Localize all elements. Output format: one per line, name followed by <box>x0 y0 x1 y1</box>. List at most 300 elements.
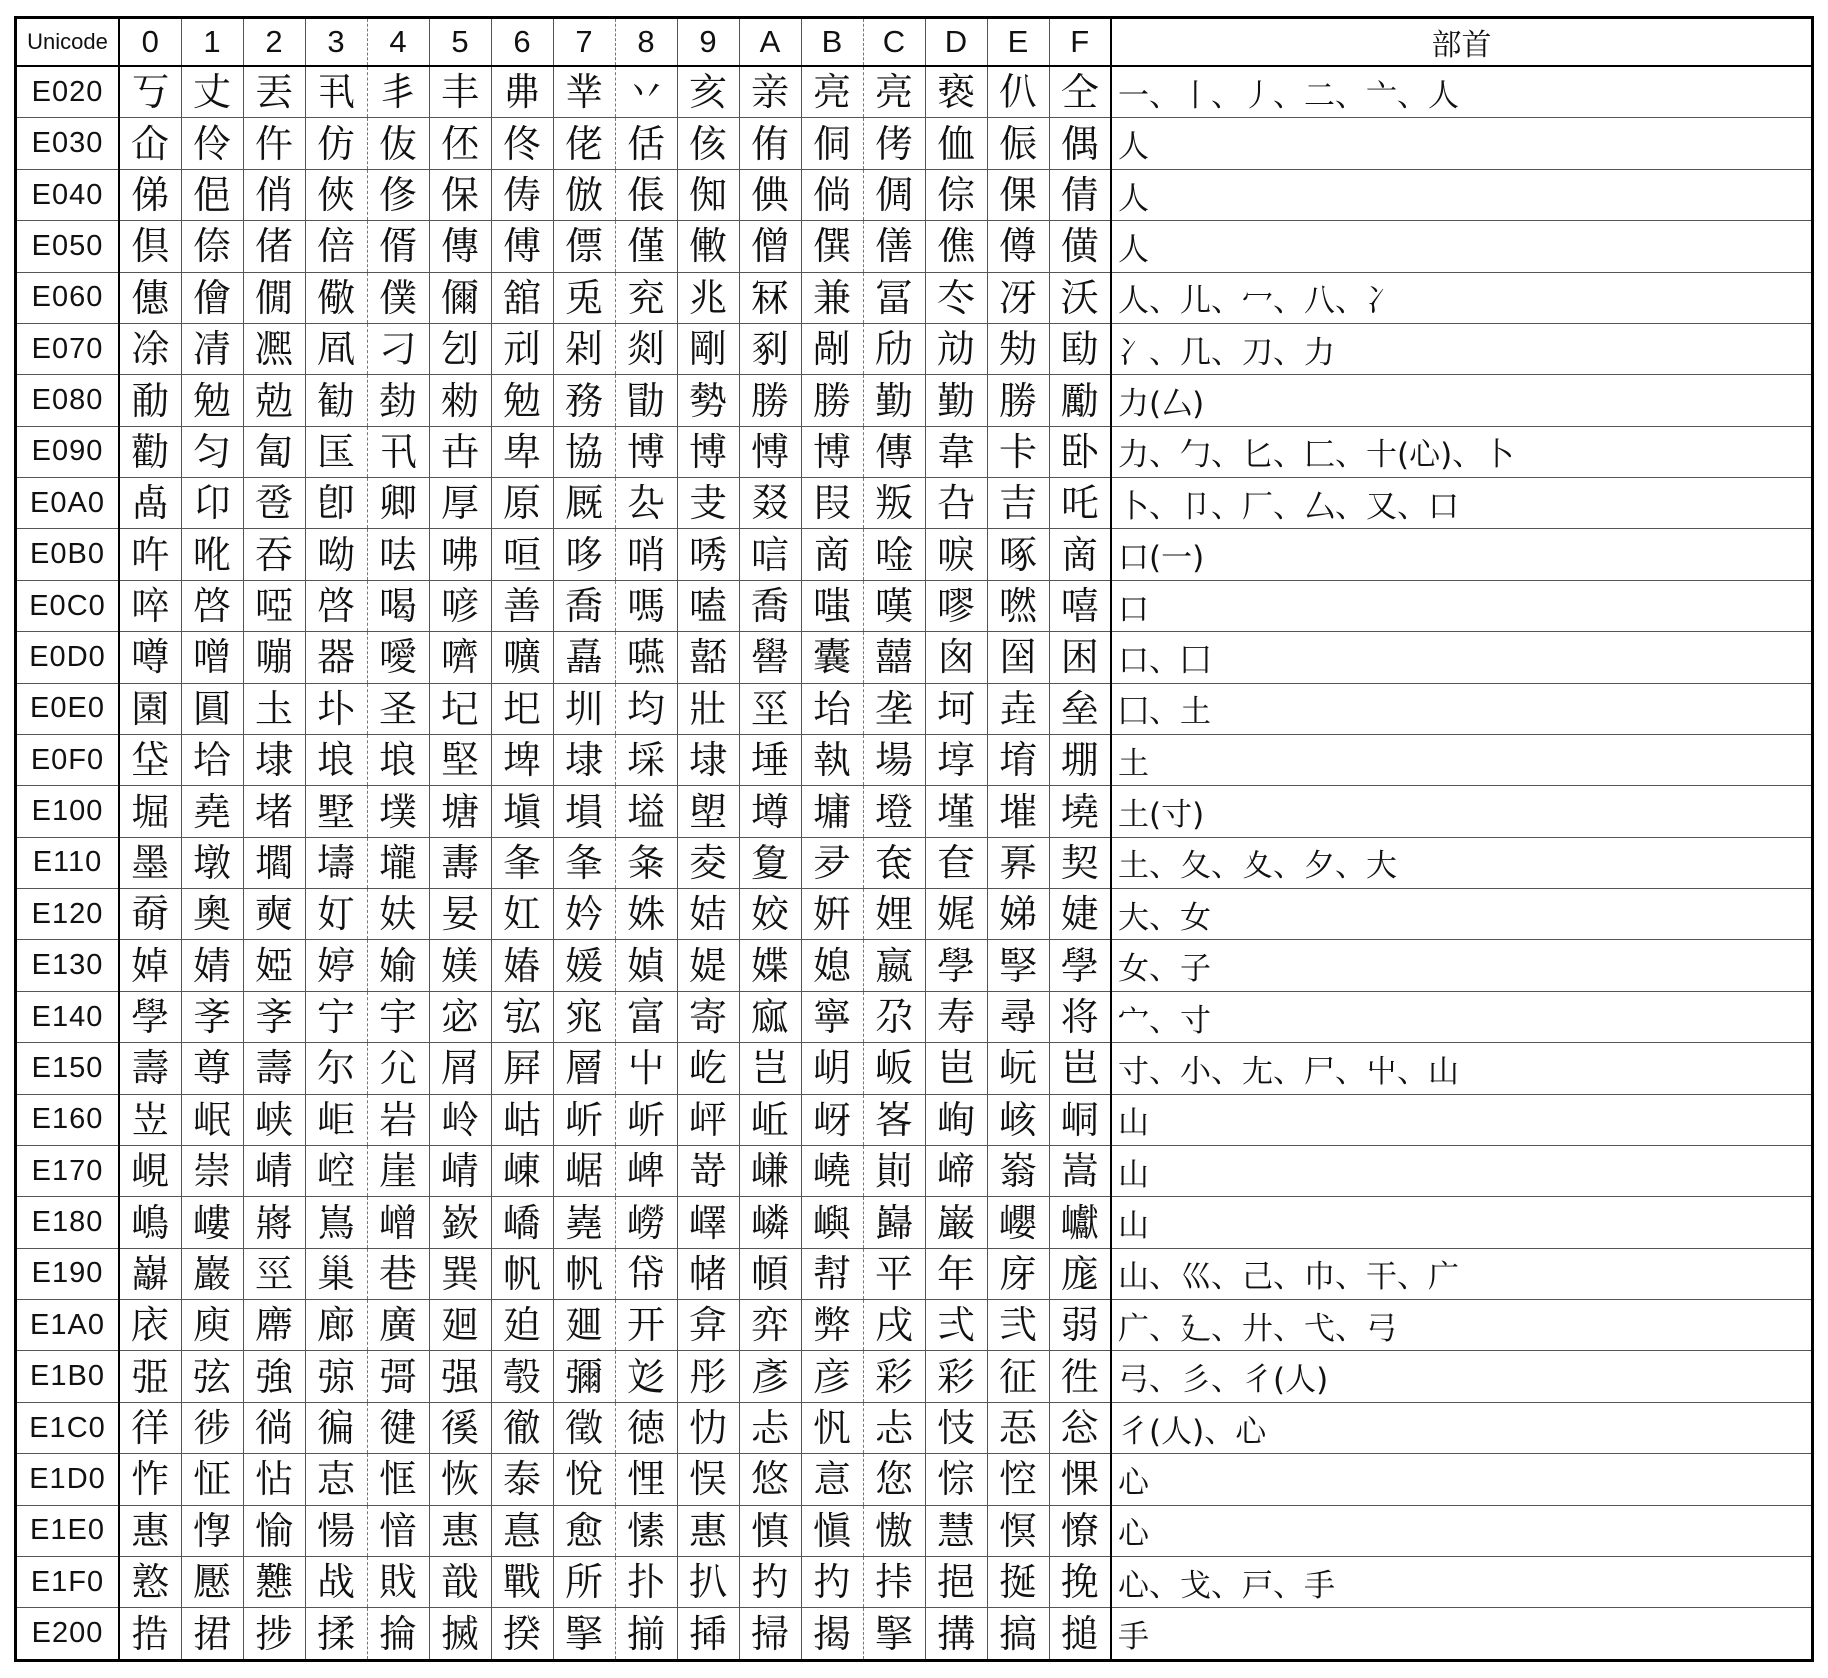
glyph-cell: 崥 <box>615 1145 677 1196</box>
glyph-cell: 亵 <box>925 66 987 118</box>
glyph-cell: 勧 <box>305 375 367 426</box>
glyph-cell: 嶼 <box>801 1197 863 1248</box>
glyph-cell: 扑 <box>615 1556 677 1607</box>
glyph-cell: 巘 <box>1049 1197 1111 1248</box>
glyph-cell: 嘐 <box>925 580 987 631</box>
column-header-c: C <box>863 19 925 66</box>
radical-cell: 手 <box>1118 1619 1149 1656</box>
glyph-cell: 娓 <box>925 889 987 940</box>
glyph-cell: 忢 <box>987 1402 1049 1453</box>
glyph-cell: 勝 <box>801 375 863 426</box>
glyph-cell: 媮 <box>367 940 429 991</box>
glyph-cell: 卡 <box>987 426 1049 477</box>
glyph-cell: 尔 <box>305 1043 367 1094</box>
glyph-cell: 侲 <box>987 118 1049 169</box>
glyph-cell: 慠 <box>863 1505 925 1556</box>
glyph-cell: 契 <box>1049 837 1111 888</box>
glyph-cell: 仚 <box>119 118 181 169</box>
glyph-cell: 均 <box>615 683 677 734</box>
glyph-cell: 揉 <box>305 1608 367 1659</box>
glyph-cell: 惠 <box>429 1505 491 1556</box>
glyph-cell: 圯 <box>491 683 553 734</box>
glyph-cell: 囍 <box>863 632 925 683</box>
glyph-cell: 弇 <box>677 1300 739 1351</box>
glyph-cell: 斈 <box>243 991 305 1042</box>
glyph-cell: 嵜 <box>677 1145 739 1196</box>
radical-cell: 人 <box>1111 118 1811 169</box>
glyph-cell: 嶗 <box>615 1197 677 1248</box>
glyph-cell: 戁 <box>243 1556 305 1607</box>
glyph-cell: 懕 <box>181 1556 243 1607</box>
glyph-cell: 勵 <box>1049 375 1111 426</box>
glyph-cell: 揃 <box>615 1608 677 1659</box>
glyph-cell: 幁 <box>739 1248 801 1299</box>
table-row <box>17 1248 1811 1299</box>
glyph-cell: 墅 <box>305 786 367 837</box>
glyph-cell: 愽 <box>739 426 801 477</box>
glyph-cell: 彣 <box>615 1351 677 1402</box>
glyph-cell: 峐 <box>987 1094 1049 1145</box>
glyph-cell: 年 <box>925 1248 987 1299</box>
glyph-cell: 妗 <box>553 889 615 940</box>
glyph-cell: 弈 <box>739 1300 801 1351</box>
glyph-cell: 搣 <box>429 1608 491 1659</box>
glyph-cell: 奃 <box>863 837 925 888</box>
radical-cell: 口、囗 <box>1111 632 1811 683</box>
glyph-cell: 婭 <box>243 940 305 991</box>
glyph-cell: 斈 <box>181 991 243 1042</box>
glyph-cell: 巠 <box>243 1248 305 1299</box>
glyph-cell: 勝 <box>987 375 1049 426</box>
glyph-cell: 孯 <box>987 940 1049 991</box>
row-code: E1A0 <box>17 1300 119 1351</box>
glyph-cell: 悅 <box>553 1454 615 1505</box>
glyph-cell: 儆 <box>305 272 367 323</box>
glyph-cell: 宇 <box>367 991 429 1042</box>
glyph-cell: 咈 <box>429 529 491 580</box>
glyph-cell: 噂 <box>119 632 181 683</box>
radical-cell: 弓、彡、彳(人) <box>1111 1351 1811 1402</box>
glyph-cell: 侗 <box>801 118 863 169</box>
glyph-cell: 凮 <box>305 323 367 374</box>
glyph-cell: 愫 <box>615 1505 677 1556</box>
row-code: E080 <box>17 375 119 426</box>
glyph-cell: 吒 <box>1049 478 1111 529</box>
glyph-cell: 嶌 <box>305 1197 367 1248</box>
glyph-cell: 呦 <box>305 529 367 580</box>
glyph-cell: 揭 <box>801 1608 863 1659</box>
glyph-cell: 垚 <box>987 683 1049 734</box>
radical-cell: 口 <box>1111 580 1811 631</box>
column-header-b: B <box>801 19 863 66</box>
glyph-cell: 徏 <box>181 1402 243 1453</box>
glyph-cell: 嶠 <box>491 1197 553 1248</box>
char-table <box>17 19 1811 1659</box>
glyph-cell: 俦 <box>491 169 553 220</box>
glyph-cell: 嘣 <box>243 632 305 683</box>
glyph-cell: 喝 <box>367 580 429 631</box>
glyph-cell: 俠 <box>305 169 367 220</box>
radical-cell: 土、夂、夊、夕、大 <box>1111 837 1811 888</box>
glyph-cell: 帾 <box>677 1248 739 1299</box>
glyph-cell: 憝 <box>119 1556 181 1607</box>
glyph-cell: 嶁 <box>181 1197 243 1248</box>
radical-cell: 土 <box>1111 734 1811 785</box>
row-code: E140 <box>17 991 119 1042</box>
glyph-cell: 墐 <box>925 786 987 837</box>
radical-cell: 广、廴、廾、弋、弓 <box>1111 1300 1811 1351</box>
glyph-cell: 伶 <box>181 118 243 169</box>
glyph-cell: 嘻 <box>1049 580 1111 631</box>
glyph-cell: 帒 <box>615 1248 677 1299</box>
glyph-cell: 战 <box>305 1556 367 1607</box>
glyph-cell: 忛 <box>801 1402 863 1453</box>
radical-cell: 山 <box>1111 1145 1811 1196</box>
column-header-e: E <box>987 19 1049 66</box>
glyph-cell: 戝 <box>367 1556 429 1607</box>
table-row <box>17 991 1811 1042</box>
glyph-cell: 彁 <box>367 1351 429 1402</box>
glyph-cell: 岓 <box>615 1094 677 1145</box>
glyph-cell: 倁 <box>677 169 739 220</box>
glyph-cell: 僕 <box>367 272 429 323</box>
glyph-cell: 仵 <box>243 118 305 169</box>
glyph-cell: 徵 <box>553 1402 615 1453</box>
glyph-cell: 兎 <box>553 272 615 323</box>
glyph-cell: 埰 <box>615 734 677 785</box>
glyph-cell: 兼 <box>801 272 863 323</box>
glyph-cell: 愉 <box>243 1505 305 1556</box>
glyph-cell: 剁 <box>553 323 615 374</box>
glyph-cell: 徜 <box>243 1402 305 1453</box>
glyph-cell: 傳 <box>863 426 925 477</box>
glyph-cell: 卬 <box>181 478 243 529</box>
glyph-cell: 戰 <box>491 1556 553 1607</box>
radical-cell: 心 <box>1111 1505 1811 1556</box>
unicode-char-chart <box>14 16 1814 1662</box>
glyph-cell: 捁 <box>119 1608 181 1659</box>
radical-cell: 囗、土 <box>1111 683 1811 734</box>
glyph-cell: 喭 <box>429 580 491 631</box>
glyph-cell: 堋 <box>1049 734 1111 785</box>
glyph-cell: 亥 <box>677 66 739 118</box>
glyph-cell: 僅 <box>615 221 677 272</box>
glyph-cell: 坮 <box>801 683 863 734</box>
glyph-cell: 仈 <box>987 66 1049 118</box>
glyph-cell: 埌 <box>305 734 367 785</box>
row-code: E160 <box>17 1094 119 1145</box>
glyph-cell: 圳 <box>553 683 615 734</box>
glyph-cell: 卽 <box>305 478 367 529</box>
row-code: E0C0 <box>17 580 119 631</box>
glyph-cell: 儈 <box>181 272 243 323</box>
glyph-cell: 岦 <box>119 1094 181 1145</box>
glyph-cell: 堀 <box>119 786 181 837</box>
glyph-cell: 宨 <box>553 991 615 1042</box>
glyph-cell: 僐 <box>863 221 925 272</box>
row-code: E200 <box>17 1608 119 1659</box>
row-code: E040 <box>17 169 119 220</box>
radical-cell: 人 <box>1111 221 1811 272</box>
glyph-cell: 嬴 <box>863 940 925 991</box>
column-header-7: 7 <box>553 19 615 66</box>
glyph-cell: 刁 <box>367 323 429 374</box>
glyph-cell: 寿 <box>925 991 987 1042</box>
glyph-cell: 冨 <box>863 272 925 323</box>
glyph-cell: 巖 <box>181 1248 243 1299</box>
glyph-cell: 徯 <box>429 1402 491 1453</box>
table-row <box>17 837 1811 888</box>
glyph-cell: 岷 <box>181 1094 243 1145</box>
glyph-cell: 坷 <box>925 683 987 734</box>
glyph-cell: 厚 <box>429 478 491 529</box>
glyph-cell: 嚝 <box>491 632 553 683</box>
radical-cell: 力、勹、匕、匚、十(心)、卜 <box>1111 426 1811 477</box>
glyph-cell: 卺 <box>243 478 305 529</box>
glyph-cell: 岭 <box>429 1094 491 1145</box>
glyph-cell: 墉 <box>801 786 863 837</box>
row-code: E1D0 <box>17 1454 119 1505</box>
table-row <box>17 66 1811 118</box>
glyph-cell: 丳 <box>491 66 553 118</box>
glyph-cell: 怗 <box>243 1454 305 1505</box>
glyph-cell: 厩 <box>553 478 615 529</box>
glyph-cell: 倧 <box>925 169 987 220</box>
glyph-cell: 嗎 <box>615 580 677 631</box>
table-row <box>17 272 1811 323</box>
glyph-cell: 夆 <box>491 837 553 888</box>
glyph-cell: 屛 <box>491 1043 553 1094</box>
glyph-cell: 匐 <box>243 426 305 477</box>
table-row <box>17 375 1811 426</box>
glyph-cell: 嶈 <box>243 1197 305 1248</box>
glyph-cell: 壔 <box>305 837 367 888</box>
glyph-cell: 彩 <box>863 1351 925 1402</box>
glyph-cell: 叛 <box>863 478 925 529</box>
glyph-cell: 媳 <box>801 940 863 991</box>
glyph-cell: 彥 <box>739 1351 801 1402</box>
glyph-cell: 巌 <box>925 1197 987 1248</box>
glyph-cell: 侅 <box>677 118 739 169</box>
table-row <box>17 478 1811 529</box>
glyph-cell: 嘫 <box>987 580 1049 631</box>
table-row <box>17 632 1811 683</box>
glyph-cell: 丯 <box>367 66 429 118</box>
glyph-cell: 巐 <box>119 1248 181 1299</box>
glyph-cell: 勝 <box>739 375 801 426</box>
glyph-cell: 垄 <box>863 683 925 734</box>
glyph-cell: 執 <box>801 734 863 785</box>
glyph-cell: 忮 <box>925 1402 987 1453</box>
glyph-cell: 埤 <box>491 734 553 785</box>
glyph-cell: 僡 <box>119 272 181 323</box>
glyph-cell: 崝 <box>243 1145 305 1196</box>
glyph-cell: 悠 <box>739 1454 801 1505</box>
glyph-cell: 慎 <box>739 1505 801 1556</box>
glyph-cell: 啇 <box>1049 529 1111 580</box>
glyph-cell: 侑 <box>739 118 801 169</box>
glyph-cell: 亮 <box>863 66 925 118</box>
glyph-cell: 叚 <box>801 478 863 529</box>
glyph-cell: 悥 <box>801 1454 863 1505</box>
glyph-cell: 博 <box>677 426 739 477</box>
table-row <box>17 683 1811 734</box>
glyph-cell: 舘 <box>491 272 553 323</box>
glyph-cell: 喬 <box>553 580 615 631</box>
table-row <box>17 1351 1811 1402</box>
table-row <box>17 580 1811 631</box>
glyph-cell: 搆 <box>925 1608 987 1659</box>
radical-cell: 寸、小、尢、尸、屮、山 <box>1111 1043 1811 1094</box>
glyph-cell: 庾 <box>181 1300 243 1351</box>
glyph-cell: 卑 <box>491 426 553 477</box>
glyph-cell: 沃 <box>1049 272 1111 323</box>
glyph-cell: 忐 <box>863 1402 925 1453</box>
glyph-cell: 丂 <box>119 66 181 118</box>
glyph-cell: 垒 <box>1049 683 1111 734</box>
glyph-cell: 徳 <box>615 1402 677 1453</box>
glyph-cell: 恇 <box>367 1454 429 1505</box>
glyph-cell: 戠 <box>429 1556 491 1607</box>
glyph-cell: 學 <box>925 940 987 991</box>
glyph-cell: 凞 <box>243 323 305 374</box>
glyph-cell: 掔 <box>863 1608 925 1659</box>
glyph-cell: 夈 <box>615 837 677 888</box>
glyph-cell: 巷 <box>367 1248 429 1299</box>
glyph-cell: 开 <box>615 1300 677 1351</box>
glyph-cell: 忇 <box>677 1402 739 1453</box>
glyph-cell: 惈 <box>1049 1454 1111 1505</box>
glyph-cell: 强 <box>429 1351 491 1402</box>
glyph-cell: 伖 <box>367 118 429 169</box>
glyph-cell: 揷 <box>677 1608 739 1659</box>
glyph-cell: 倘 <box>801 169 863 220</box>
column-header-5: 5 <box>429 19 491 66</box>
table-row <box>17 118 1811 169</box>
table-row <box>17 1402 1811 1453</box>
glyph-cell: 岂 <box>739 1043 801 1094</box>
glyph-cell: 墱 <box>863 786 925 837</box>
glyph-cell: 崌 <box>553 1145 615 1196</box>
glyph-cell: 唁 <box>739 529 801 580</box>
glyph-cell: 夐 <box>739 837 801 888</box>
row-code: E0F0 <box>17 734 119 785</box>
glyph-cell: 囪 <box>925 632 987 683</box>
glyph-cell: 器 <box>305 632 367 683</box>
glyph-cell: 岏 <box>987 1043 1049 1094</box>
radical-cell: 口(一) <box>1111 529 1811 580</box>
glyph-cell: 囊 <box>801 632 863 683</box>
glyph-cell: 亲 <box>739 66 801 118</box>
glyph-cell: 弊 <box>801 1300 863 1351</box>
radical-cell: 心、戈、戸、手 <box>1111 1556 1811 1607</box>
glyph-cell: 剛 <box>677 323 739 374</box>
glyph-cell: 悝 <box>615 1454 677 1505</box>
column-header-9: 9 <box>677 19 739 66</box>
column-header-a: A <box>739 19 801 66</box>
row-code: E190 <box>17 1248 119 1299</box>
glyph-cell: 堯 <box>181 786 243 837</box>
glyph-cell: 媛 <box>553 940 615 991</box>
radical-cell: 大、女 <box>1111 889 1811 940</box>
row-code: E030 <box>17 118 119 169</box>
glyph-cell: 勈 <box>119 375 181 426</box>
glyph-cell: 啄 <box>987 529 1049 580</box>
glyph-cell: 帆 <box>553 1248 615 1299</box>
glyph-cell: 富 <box>615 991 677 1042</box>
radical-column-header: 部首 <box>1111 19 1811 66</box>
glyph-cell: 您 <box>863 1454 925 1505</box>
glyph-cell: 伾 <box>429 118 491 169</box>
glyph-cell: 廽 <box>553 1300 615 1351</box>
glyph-cell: 刉 <box>429 323 491 374</box>
glyph-cell: 啓 <box>305 580 367 631</box>
glyph-cell: 嶔 <box>429 1197 491 1248</box>
glyph-cell: 峋 <box>925 1094 987 1145</box>
glyph-cell: 僔 <box>987 221 1049 272</box>
glyph-cell: 捗 <box>243 1608 305 1659</box>
column-header-8: 8 <box>615 19 677 66</box>
glyph-cell: 掄 <box>367 1608 429 1659</box>
table-row <box>17 1145 1811 1196</box>
glyph-cell: 嗑 <box>677 580 739 631</box>
glyph-cell: 勤 <box>863 375 925 426</box>
glyph-cell: 學 <box>1049 940 1111 991</box>
glyph-cell: 唀 <box>677 529 739 580</box>
glyph-cell: 倷 <box>181 221 243 272</box>
glyph-cell: 倣 <box>553 169 615 220</box>
glyph-cell: 勉 <box>491 375 553 426</box>
column-header-3: 3 <box>305 19 367 66</box>
glyph-cell: 哆 <box>553 529 615 580</box>
glyph-cell: 侤 <box>863 118 925 169</box>
glyph-cell: 仝 <box>1049 66 1111 118</box>
glyph-cell: 凃 <box>119 323 181 374</box>
glyph-cell: 墩 <box>181 837 243 888</box>
glyph-cell: 屮 <box>615 1043 677 1094</box>
glyph-cell: 丰 <box>429 66 491 118</box>
radical-cell: 人、儿、冖、八、冫 <box>1111 272 1811 323</box>
glyph-cell: 博 <box>801 426 863 477</box>
glyph-cell: 塘 <box>429 786 491 837</box>
glyph-cell: 愓 <box>305 1505 367 1556</box>
radical-cell: 山 <box>1111 1197 1811 1248</box>
glyph-cell: 娌 <box>863 889 925 940</box>
glyph-cell: 悰 <box>925 1454 987 1505</box>
glyph-cell: 奣 <box>119 889 181 940</box>
glyph-cell: 圣 <box>367 683 429 734</box>
glyph-cell: 僬 <box>925 221 987 272</box>
glyph-cell: 媋 <box>491 940 553 991</box>
glyph-cell: 徤 <box>367 1402 429 1453</box>
glyph-cell: 弦 <box>181 1351 243 1402</box>
radical-cell: 山 <box>1111 1094 1811 1145</box>
table-row <box>17 1043 1811 1094</box>
glyph-cell: 捃 <box>181 1608 243 1659</box>
glyph-cell: 倶 <box>119 221 181 272</box>
glyph-cell: 強 <box>243 1351 305 1402</box>
glyph-cell: 惠 <box>677 1505 739 1556</box>
glyph-cell: 叕 <box>739 478 801 529</box>
glyph-cell: 冭 <box>925 272 987 323</box>
glyph-cell: 啐 <box>119 580 181 631</box>
glyph-cell: 層 <box>553 1043 615 1094</box>
glyph-cell: 嵰 <box>739 1145 801 1196</box>
glyph-cell: 崠 <box>491 1145 553 1196</box>
glyph-cell: 丮 <box>305 66 367 118</box>
glyph-cell: 廊 <box>305 1300 367 1351</box>
column-header-d: D <box>925 19 987 66</box>
